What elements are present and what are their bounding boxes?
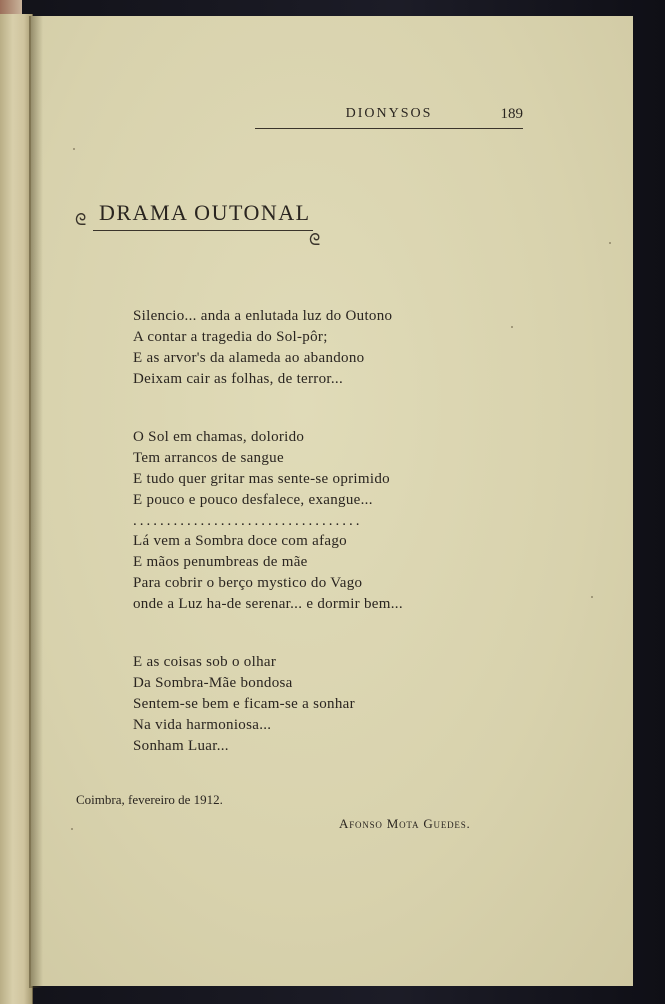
poem-body xyxy=(133,306,513,794)
verse-line: Lá vem a Sombra doce com afago xyxy=(133,533,347,549)
verse-line: E mãos penumbreas de mãe xyxy=(133,554,308,570)
verse-line: Para cobrir o berço mystico do Vago xyxy=(133,575,363,591)
gutter-shadow xyxy=(29,16,43,988)
verse-line: Na vida harmoniosa... xyxy=(133,717,272,733)
stanza-1 xyxy=(133,306,513,390)
paper-speck xyxy=(591,596,593,598)
verse-line: A contar a tragedia do Sol-pôr; xyxy=(133,329,328,345)
stanza-2 xyxy=(133,427,513,511)
verse-line: Sentem-se bem e ficam-se a sonhar xyxy=(133,696,355,712)
running-head: DIONYSOS xyxy=(345,106,433,121)
verse-line: Deixam cair as folhas, de terror... xyxy=(133,371,344,387)
swirl-ornament-icon: ᘓ xyxy=(309,230,321,249)
verse-line: Sonham Luar... xyxy=(133,738,229,754)
book-page xyxy=(31,16,633,986)
poem-title-block xyxy=(75,200,331,249)
paper-speck xyxy=(73,148,75,150)
verse-line: E pouco e pouco desfalece, exangue... xyxy=(133,492,373,508)
poem-title: DRAMA OUTONAL xyxy=(99,200,311,225)
verse-line: onde a Luz ha-de serenar... e dormir bem... xyxy=(133,596,403,612)
author-signature: Afonso Mota Guedes. xyxy=(339,816,471,831)
verse-line: Da Sombra-Mãe bondosa xyxy=(133,675,293,691)
verse-line: O Sol em chamas, dolorido xyxy=(133,429,305,445)
paper-speck xyxy=(511,326,513,328)
stanza-3 xyxy=(133,531,513,615)
page-number: 189 xyxy=(500,106,523,122)
verse-line: Tem arrancos de sangue xyxy=(133,450,284,466)
verse-line: E as coisas sob o olhar xyxy=(133,654,277,670)
stanza-4 xyxy=(133,652,513,757)
verse-line: E as arvor's da alameda ao abandono xyxy=(133,350,365,366)
paper-speck xyxy=(71,828,73,830)
page-header xyxy=(255,106,523,129)
page-corner-tint xyxy=(0,0,22,14)
verse-line: E tudo quer gritar mas sente-se oprimido xyxy=(133,471,390,487)
place-and-date: Coimbra, fevereiro de 1912. xyxy=(76,792,223,807)
paper-speck xyxy=(609,242,611,244)
title-underline xyxy=(93,230,313,231)
verse-line: Silencio... anda a enlutada luz do Outono xyxy=(133,308,393,324)
swirl-ornament-icon: ᘓ xyxy=(75,210,87,229)
ellipsis-divider: .................................. xyxy=(133,513,363,529)
